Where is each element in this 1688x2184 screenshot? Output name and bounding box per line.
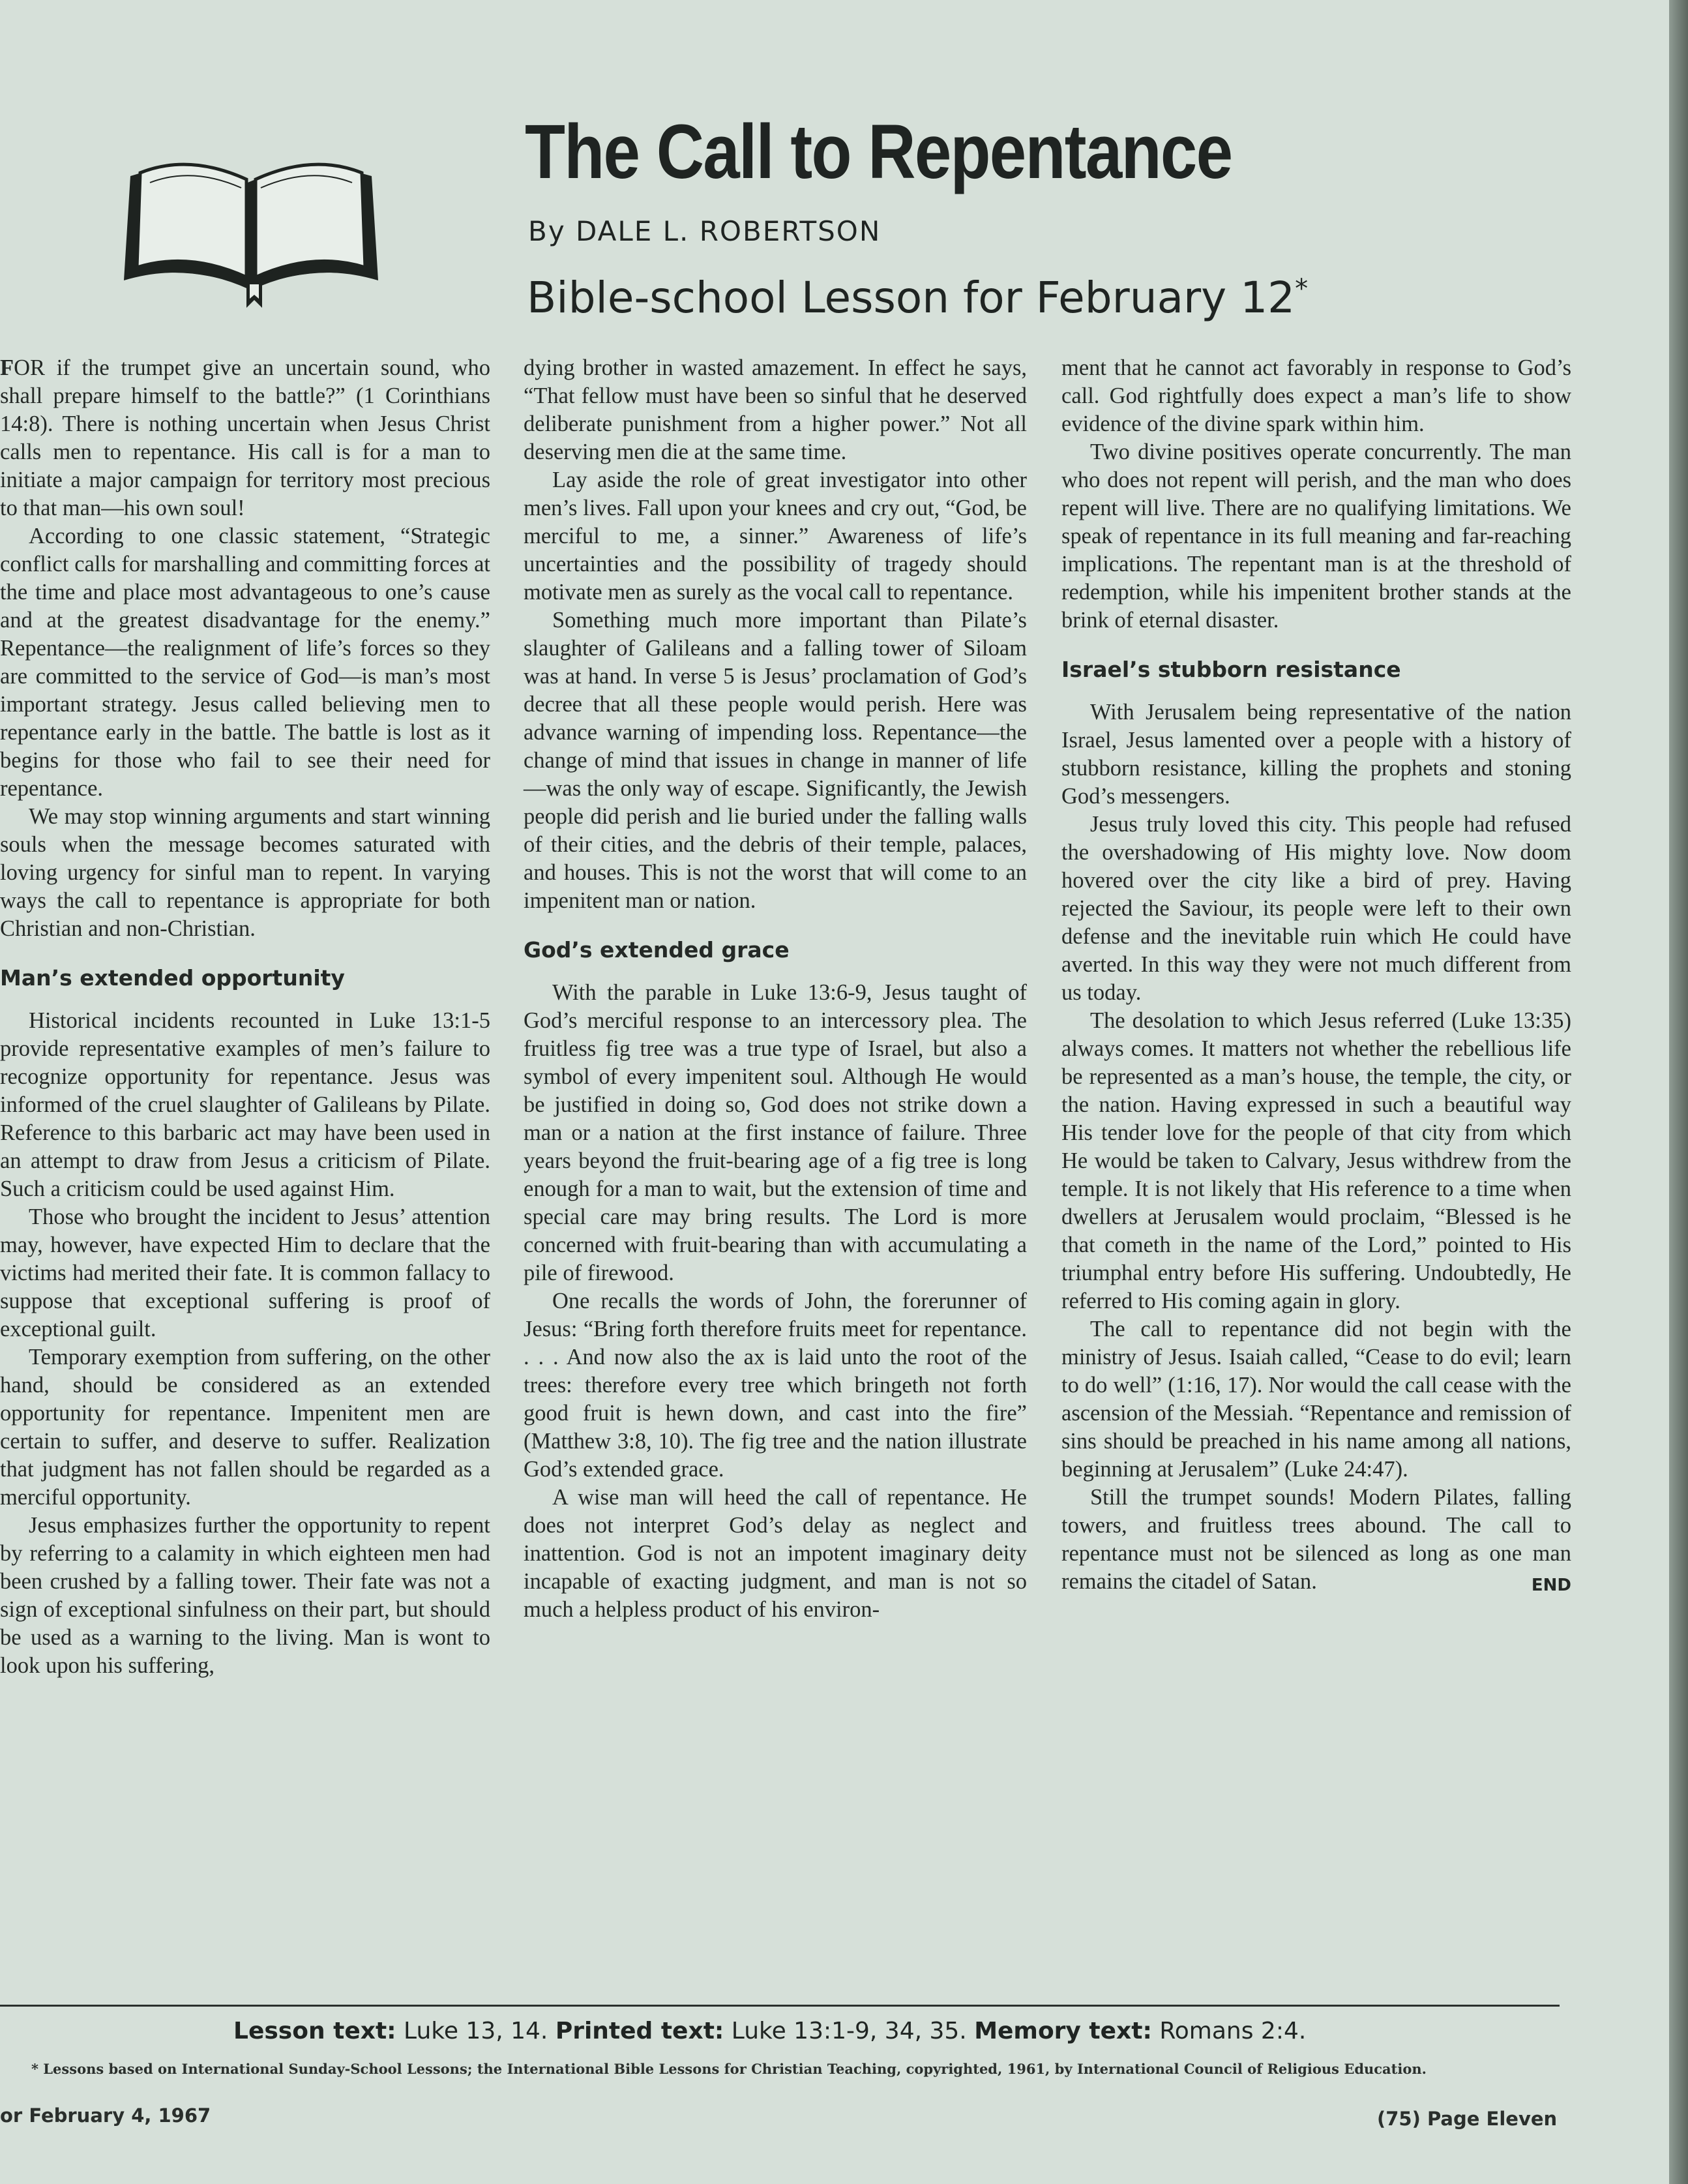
drop-cap: F [0, 355, 14, 380]
paragraph: Jesus truly loved this city. This people had refused the overshadowing of His mighty love. Now doom hovered over the city like a bird of prey. Having rejected the Saviour, its people were left to their own defense and the inevitable ruin which He could have averted. In this way they were not much different from us today. [1061, 812, 1571, 1005]
paragraph-text: Still the trumpet sounds! Modern Pilates, falling towers, and fruitless trees abound. The call to repentance must not be silenced as long as one man remains the citadel of Satan. [1061, 1485, 1571, 1594]
lesson-subtitle [527, 273, 1308, 323]
author-byline: By DALE L. ROBERTSON [528, 215, 881, 247]
section-heading: Man’s extended opportunity [0, 965, 345, 991]
memory-text-label: Memory text: [974, 2018, 1152, 2044]
paragraph: Two divine positives operate concurrently. The man who does not repent will perish, and the man who does repent will live. There are no qualifying limitations. We speak of repentance in its full meaning and far-reaching implications. The repentant man is at the threshold of redemption, while his impenitent brother stands at the brink of eternal disaster. [1061, 440, 1571, 633]
memory-text-value: Romans 2:4. [1159, 2018, 1307, 2044]
paragraph: ment that he cannot act favorably in response to God’s call. God rightfully does expect a man’s life to show evidence of the divine spark within him. [1061, 355, 1571, 436]
footnote: * Lessons based on International Sunday-School Lessons; the International Bible Lessons for Christian Teaching, copyrighted, 1961, by International Council of Religious Education. [31, 2061, 1427, 2077]
open-bible-icon [117, 137, 385, 313]
footnote-marker: * [1295, 274, 1309, 304]
column-2 [524, 354, 1027, 1624]
issue-date: or February 4, 1967 [0, 2104, 211, 2127]
paragraph: Temporary exemption from suffering, on the other hand, should be considered as an extended opportunity for repentance. Impenitent men are certain to suffer, and deserve to suffer. Realization that judgment has not fallen should be regarded as a merciful opportunity. [0, 1345, 490, 1510]
paragraph [1061, 1484, 1571, 1596]
lesson-text-value: Luke 13, 14. [404, 2018, 548, 2044]
paragraph-text: OR if the trumpet give an uncertain sound, who shall prepare himself to the battle?” (1 Corinthians 14:8). There is nothing uncertain when Jesus Christ calls men to repentance. His call is for a man to initiate a major campaign for territory most precious to that man—his own soul! [0, 355, 490, 520]
paragraph: The call to repentance did not begin with the ministry of Jesus. Isaiah called, “Cease to do evil; learn to do well” (1:16, 17). Nor would the call cease with the ascension of the Messiah. “Repentance and remission of sins should be preached in his name among all nations, beginning at Jerusalem” (Luke 24:47). [1061, 1317, 1571, 1482]
section-heading: Israel’s stubborn resistance [1061, 657, 1401, 682]
column-3 [1061, 354, 1571, 1600]
printed-text-value: Luke 13:1-9, 34, 35. [731, 2018, 967, 2044]
footer-divider [0, 2005, 1560, 2007]
article-title: The Call to Repentance [525, 109, 1232, 195]
paragraph: Those who brought the incident to Jesus’ attention may, however, have expected Him to declare that the victims had merited their fate. It is common fallacy to suppose that exceptional suffering is proof of exceptional guilt. [0, 1204, 490, 1341]
paragraph: A wise man will heed the call of repentance. He does not interpret God’s delay as neglect and inattention. God is not an impotent imaginary deity incapable of exacting judgment, and man is not so much a helpless product of his environ- [524, 1485, 1027, 1622]
paragraph: Something much more important than Pilate’s slaughter of Galileans and a falling tower of Siloam was at hand. In verse 5 is Jesus’ proclamation of God’s decree that all these people would perish. Here was advance warning of impending loss. Repentance—the change of mind that issues in change in manner of life—was the only way of escape. Significantly, the Jewish people did perish and lie buried under the falling walls of their cities, and the debris of their temple, palaces, and houses. This is not the worst that will come to an impenitent man or nation. [524, 608, 1027, 913]
paragraph: Lay aside the role of great investigator into other men’s lives. Fall upon your knees and cry out, “God, be merciful to me, a sinner.” Awareness of life’s uncertainties and the possibility of tragedy should motivate men as surely as the vocal call to repentance. [524, 468, 1027, 605]
end-mark: END [1531, 1576, 1571, 1595]
page-number: (75) Page Eleven [1377, 2108, 1558, 2130]
paragraph: We may stop winning arguments and start winning souls when the message becomes saturated with loving urgency for sinful man to repent. In varying ways the call to repentance is appropriate for both Christian and non-Christian. [0, 804, 490, 941]
paragraph: Historical incidents recounted in Luke 13:1-5 provide representative examples of men’s failure to recognize opportunity for repentance. Jesus was informed of the cruel slaughter of Galileans by Pilate. Reference to this barbaric act may have been used in an attempt to draw from Jesus a criticism of Pilate. Such a criticism could be used against Him. [0, 1008, 490, 1201]
printed-text-label: Printed text: [555, 2018, 724, 2044]
paragraph: With the parable in Luke 13:6-9, Jesus taught of God’s merciful response to an intercessory plea. The fruitless fig tree was a true type of Israel, but also a symbol of every impenitent soul. Although He would be justified in doing so, God does not strike down a man or a nation at the first instance of failure. Three years beyond the fruit-bearing age of a fig tree is long enough for a man to wait, but the extension of time and special care may bring results. The Lord is more concerned with fruit-bearing than with accumulating a pile of firewood. [524, 980, 1027, 1285]
paragraph: Jesus emphasizes further the opportunity to repent by referring to a calamity in which eighteen men had been crushed by a falling tower. Their fate was not a sign of exceptional sinfulness on their part, but should be used as a warning to the living. Man is wont to look upon his suffering, [0, 1513, 490, 1678]
lesson-references [233, 2018, 1306, 2044]
section-heading: God’s extended grace [524, 937, 790, 963]
lesson-text-label: Lesson text: [233, 2018, 396, 2044]
column-1 [0, 354, 490, 1680]
page-edge [1669, 0, 1688, 2184]
paragraph: With Jerusalem being representative of the nation Israel, Jesus lamented over a people with a history of stubborn resistance, killing the prophets and stoning God’s messengers. [1061, 700, 1571, 809]
paragraph: dying brother in wasted amazement. In effect he says, “That fellow must have been so sinful that he deserved deliberate punishment from a higher power.” Not all deserving men die at the same time. [524, 355, 1027, 464]
paragraph: One recalls the words of John, the forerunner of Jesus: “Bring forth therefore fruits meet for repentance. . . . And now also the ax is laid unto the root of the trees: therefore every tree which bringeth not forth good fruit is hewn down, and cast into the fire” (Matthew 3:8, 10). The fig tree and the nation illustrate God’s extended grace. [524, 1289, 1027, 1482]
paragraph [0, 354, 490, 522]
paragraph: The desolation to which Jesus referred (Luke 13:35) always comes. It matters not whether the rebellious life be represented as a man’s house, the temple, the city, or the nation. Having expressed in such a beautiful way His tender love for the people of that city from which He would be taken to Calvary, Jesus withdrew from the temple. It is not likely that His reference to a time when dwellers at Jerusalem would proclaim, “Blessed is he that cometh in the name of the Lord,” pointed to His triumphal entry before His suffering. Undoubtedly, He referred to His coming again in glory. [1061, 1008, 1571, 1313]
paragraph: According to one classic statement, “Strategic conflict calls for marshalling and committing forces at the time and place most advantageous to one’s cause and at the greatest disadvantage for the enemy.” Repentance—the realignment of life’s forces so they are committed to the service of God—is man’s most important strategy. Jesus called believing men to repentance early in the battle. The battle is lost as it begins for those who fail to see their need for repentance. [0, 524, 490, 801]
lesson-subtitle-text: Bible-school Lesson for February 12 [527, 273, 1296, 323]
